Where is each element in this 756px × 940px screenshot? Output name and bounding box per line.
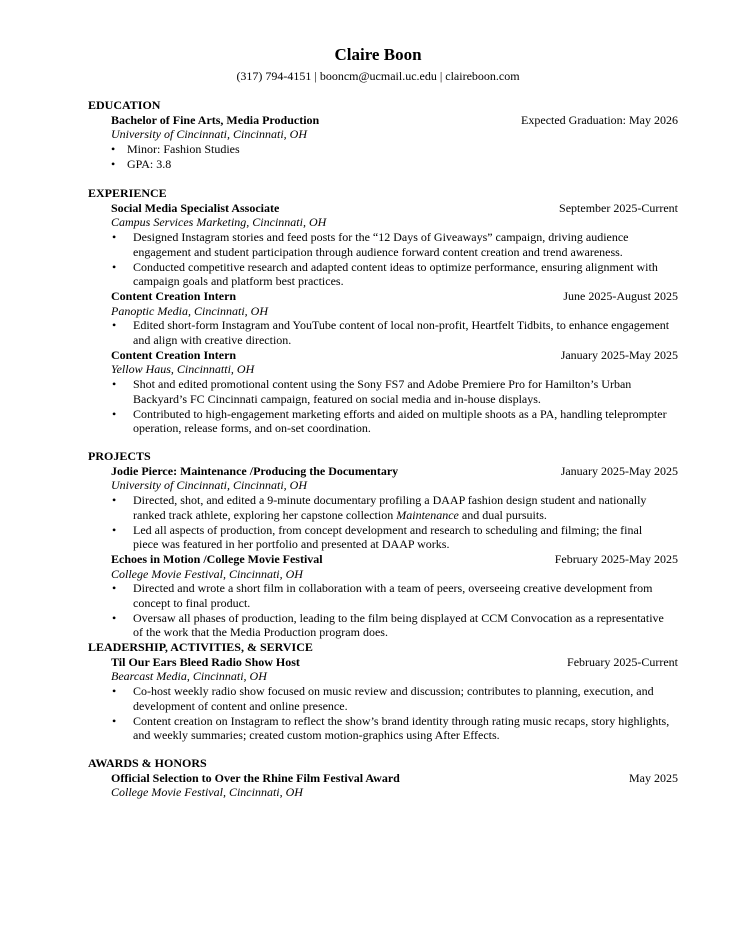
bullet-item: • Conducted competitive research and adapted content ideas to optimize performance, ensuring alignment with campaign goals and platform best practices. [111, 260, 678, 289]
bullet-text: Oversaw all phases of production, leading to the film being displayed at CCM Convocation as a representative of the work that the Media Production program does. [133, 610, 664, 640]
organization: Panoptic Media, Cincinnati, OH [111, 303, 268, 318]
project-entry [88, 464, 678, 552]
section-title: AWARDS & HONORS [88, 756, 207, 770]
experience-entry [88, 348, 678, 436]
bullet-item [111, 581, 678, 610]
entry-date: May 2025 [629, 770, 678, 785]
bullet-list [111, 230, 678, 289]
role-title: Content Creation Intern [111, 347, 237, 362]
experience-entry [88, 289, 678, 348]
organization: Yellow Haus, Cincinnatti, OH [111, 362, 255, 377]
section-title: EXPERIENCE [88, 186, 167, 200]
entry-date: January 2025-May 2025 [560, 347, 678, 362]
school: University of Cincinnati, Cincinnati, OH [111, 127, 307, 142]
education-section [88, 98, 678, 172]
bullet-item: • Content creation on Instagram to reflect the show’s brand identity through rating music recaps, story highlights, and weekly summaries; created custom motion-graphics using After Effects. [111, 714, 678, 743]
contact-line: (317) 794-4151 | booncm@ucmail.uc.edu | claireboon.com [236, 69, 520, 83]
organization: Bearcast Media, Cincinnati, OH [111, 669, 267, 684]
entry-date: Expected Graduation: May 2026 [521, 112, 678, 127]
role-title: Content Creation Intern [111, 288, 237, 303]
bullet-text: Directed and wrote a short film in collaboration with a team of peers, overseeing creative development from concept to final product. [133, 581, 653, 611]
section-title: PROJECTS [88, 449, 151, 463]
bullet-item: • Edited short-form Instagram and YouTube content of local non-profit, Heartfelt Tidbits, to enhance engagement and align with creative direction. [111, 318, 678, 347]
bullet-item [111, 493, 678, 522]
award-entry [88, 771, 678, 800]
entry-date: February 2025-Current [567, 654, 678, 669]
bullet-item: • Co-host weekly radio show focused on music review and discussion; contributes to planning, execution, and development of content and online presence. [111, 684, 678, 713]
degree: Bachelor of Fine Arts, Media Production [111, 112, 320, 127]
projects-section [88, 449, 678, 640]
entry-date: February 2025-May 2025 [554, 551, 678, 566]
bullet-item: • Minor: Fashion Studies [111, 142, 678, 157]
bullet-text: Directed, shot, and edited a 9-minute documentary profiling a DAAP fashion design student and nationally ranked track athlete, exploring her capstone collection [133, 493, 647, 522]
award-title: Official Selection to Over the Rhine Film Festival Award [111, 770, 400, 785]
bullet-list [111, 581, 678, 640]
bullet-list [111, 684, 678, 743]
awards-section [88, 756, 678, 800]
experience-entry [88, 201, 678, 289]
bullet-item: • Designed Instagram stories and feed posts for the “12 Days of Giveaways” campaign, driving audience engagement and student participation through audience forward content creation and trend awareness. [111, 230, 678, 259]
project-title: Jodie Pierce: Maintenance /Producing the Documentary [111, 463, 399, 478]
project-title: Echoes in Motion /College Movie Festival [111, 551, 323, 566]
project-entry [88, 552, 678, 640]
bullet-list [111, 377, 678, 436]
leadership-section [88, 640, 678, 743]
candidate-name: Claire Boon [334, 45, 422, 64]
bullet-item [111, 523, 678, 552]
organization: University of Cincinnati, Cincinnati, OH [111, 478, 307, 493]
bullet-item [111, 611, 678, 640]
bullet-text: Led all aspects of production, from concept development and research to scheduling and filming; the final piece was featured in her portfolio and presented at DAAP works. [133, 522, 643, 552]
collection-title: Maintenance [396, 507, 459, 522]
bullet-item: • Contributed to high-engagement marketing efforts and aided on multiple shoots as a PA, handling teleprompter operation, release forms, and on-set coordination. [111, 407, 678, 436]
bullet-list [111, 493, 678, 552]
bullet-item: • Shot and edited promotional content using the Sony FS7 and Adobe Premiere Pro for Hamilton’s Urban Backyard’s FC Cincinnati campaign, featured on social media and in-house displays. [111, 377, 678, 406]
leadership-entry [88, 655, 678, 743]
section-title: LEADERSHIP, ACTIVITIES, & SERVICE [88, 640, 313, 654]
organization: College Movie Festival, Cincinnati, OH [111, 785, 303, 800]
role-title: Social Media Specialist Associate [111, 200, 280, 215]
bullet-item: • GPA: 3.8 [111, 157, 678, 172]
bullet-text: and dual pursuits. [458, 507, 547, 522]
entry-date: September 2025-Current [559, 200, 678, 215]
bullet-list [111, 142, 678, 171]
entry-date: January 2025-May 2025 [560, 463, 678, 478]
section-title: EDUCATION [88, 98, 161, 112]
organization: Campus Services Marketing, Cincinnati, OH [111, 215, 327, 230]
role-title: Til Our Ears Bleed Radio Show Host [111, 654, 300, 669]
education-entry [88, 113, 678, 172]
organization: College Movie Festival, Cincinnati, OH [111, 566, 303, 581]
entry-date: June 2025-August 2025 [563, 288, 678, 303]
experience-section [88, 186, 678, 436]
bullet-list [111, 318, 678, 347]
